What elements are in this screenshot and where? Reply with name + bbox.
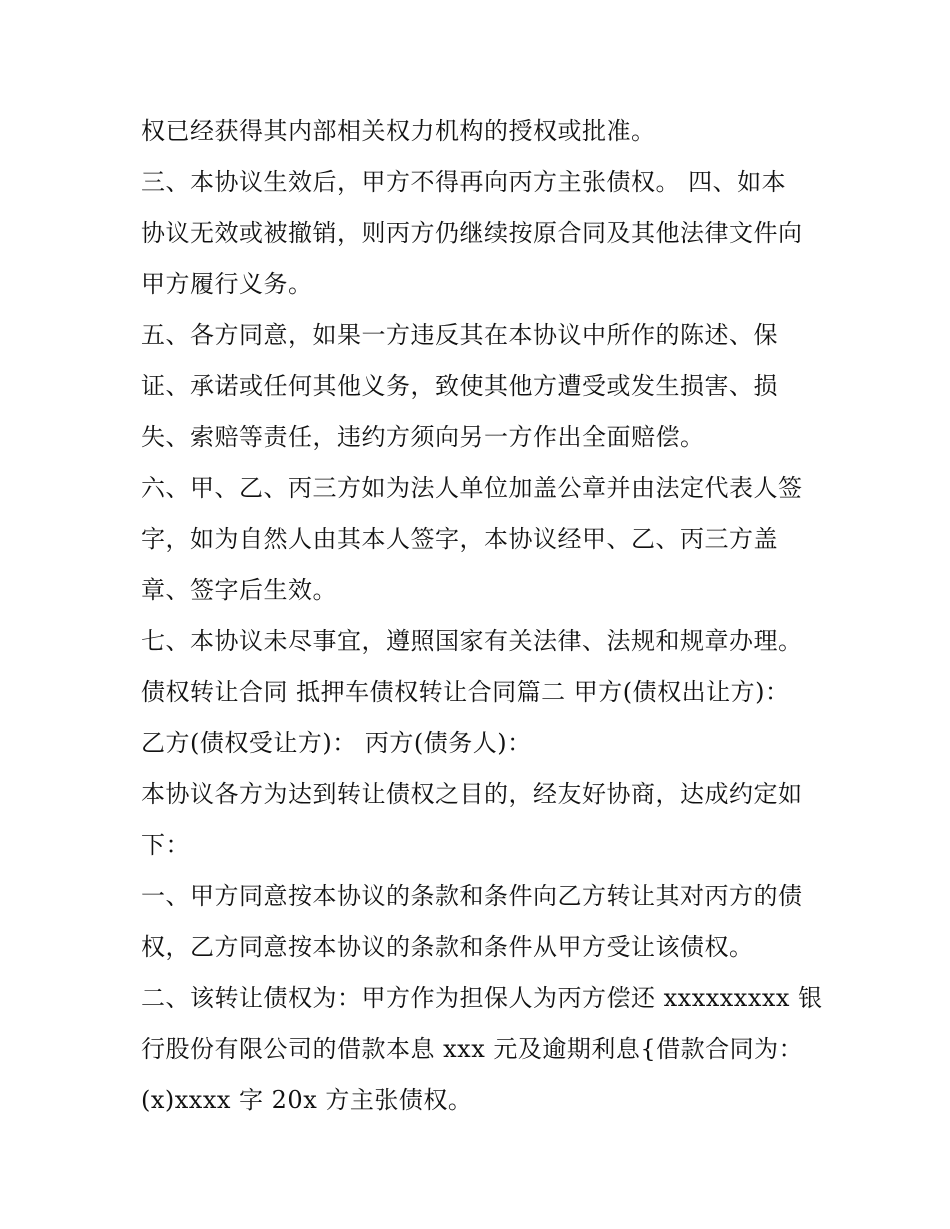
text-line: 债权转让合同 抵押车债权转让合同篇二 甲方(债权出让方)： [141, 678, 790, 706]
text-line: 字，如为自然人由其本人签字，本协议经甲、乙、丙三方盖 [141, 525, 778, 553]
text-line: 二、该转让债权为：甲方作为担保人为丙方偿还 xxxxxxxxx 银 [141, 984, 823, 1012]
text-line: 七、本协议未尽事宜，遵照国家有关法律、法规和规章办理。 [141, 627, 803, 655]
text-line: 行股份有限公司的借款本息 xxx 元及逾期利息{借款合同为： [141, 1035, 804, 1063]
text-line: 证、承诺或任何其他义务，致使其他方遭受或发生损害、损 [141, 372, 778, 400]
text-line: 三、本协议生效后，甲方不得再向丙方主张债权。 四、如本 [141, 168, 787, 196]
text-line: 章、签字后生效。 [141, 576, 337, 604]
text-line: 乙方(债权受让方)： 丙方(债务人)： [141, 729, 532, 757]
text-line: 五、各方同意，如果一方违反其在本协议中所作的陈述、保 [141, 321, 778, 349]
text-line: 下： [141, 831, 190, 859]
text-line: (x)xxxx 字 20x 方主张债权。 [141, 1086, 473, 1114]
text-line: 甲方履行义务。 [141, 270, 313, 298]
text-line: 权已经获得其内部相关权力机构的授权或批准。 [141, 117, 656, 145]
text-line: 六、甲、乙、丙三方如为法人单位加盖公章并由法定代表人签 [141, 474, 803, 502]
document-body [141, 106, 831, 1126]
text-line: 一、甲方同意按本协议的条款和条件向乙方转让其对丙方的债 [141, 882, 803, 910]
text-line: 本协议各方为达到转让债权之目的，经友好协商，达成约定如 [141, 780, 803, 808]
text-line: 失、索赔等责任，违约方须向另一方作出全面赔偿。 [141, 423, 705, 451]
text-line: 权，乙方同意按本协议的条款和条件从甲方受让该债权。 [141, 933, 754, 961]
text-line: 协议无效或被撤销，则丙方仍继续按原合同及其他法律文件向 [141, 219, 803, 247]
